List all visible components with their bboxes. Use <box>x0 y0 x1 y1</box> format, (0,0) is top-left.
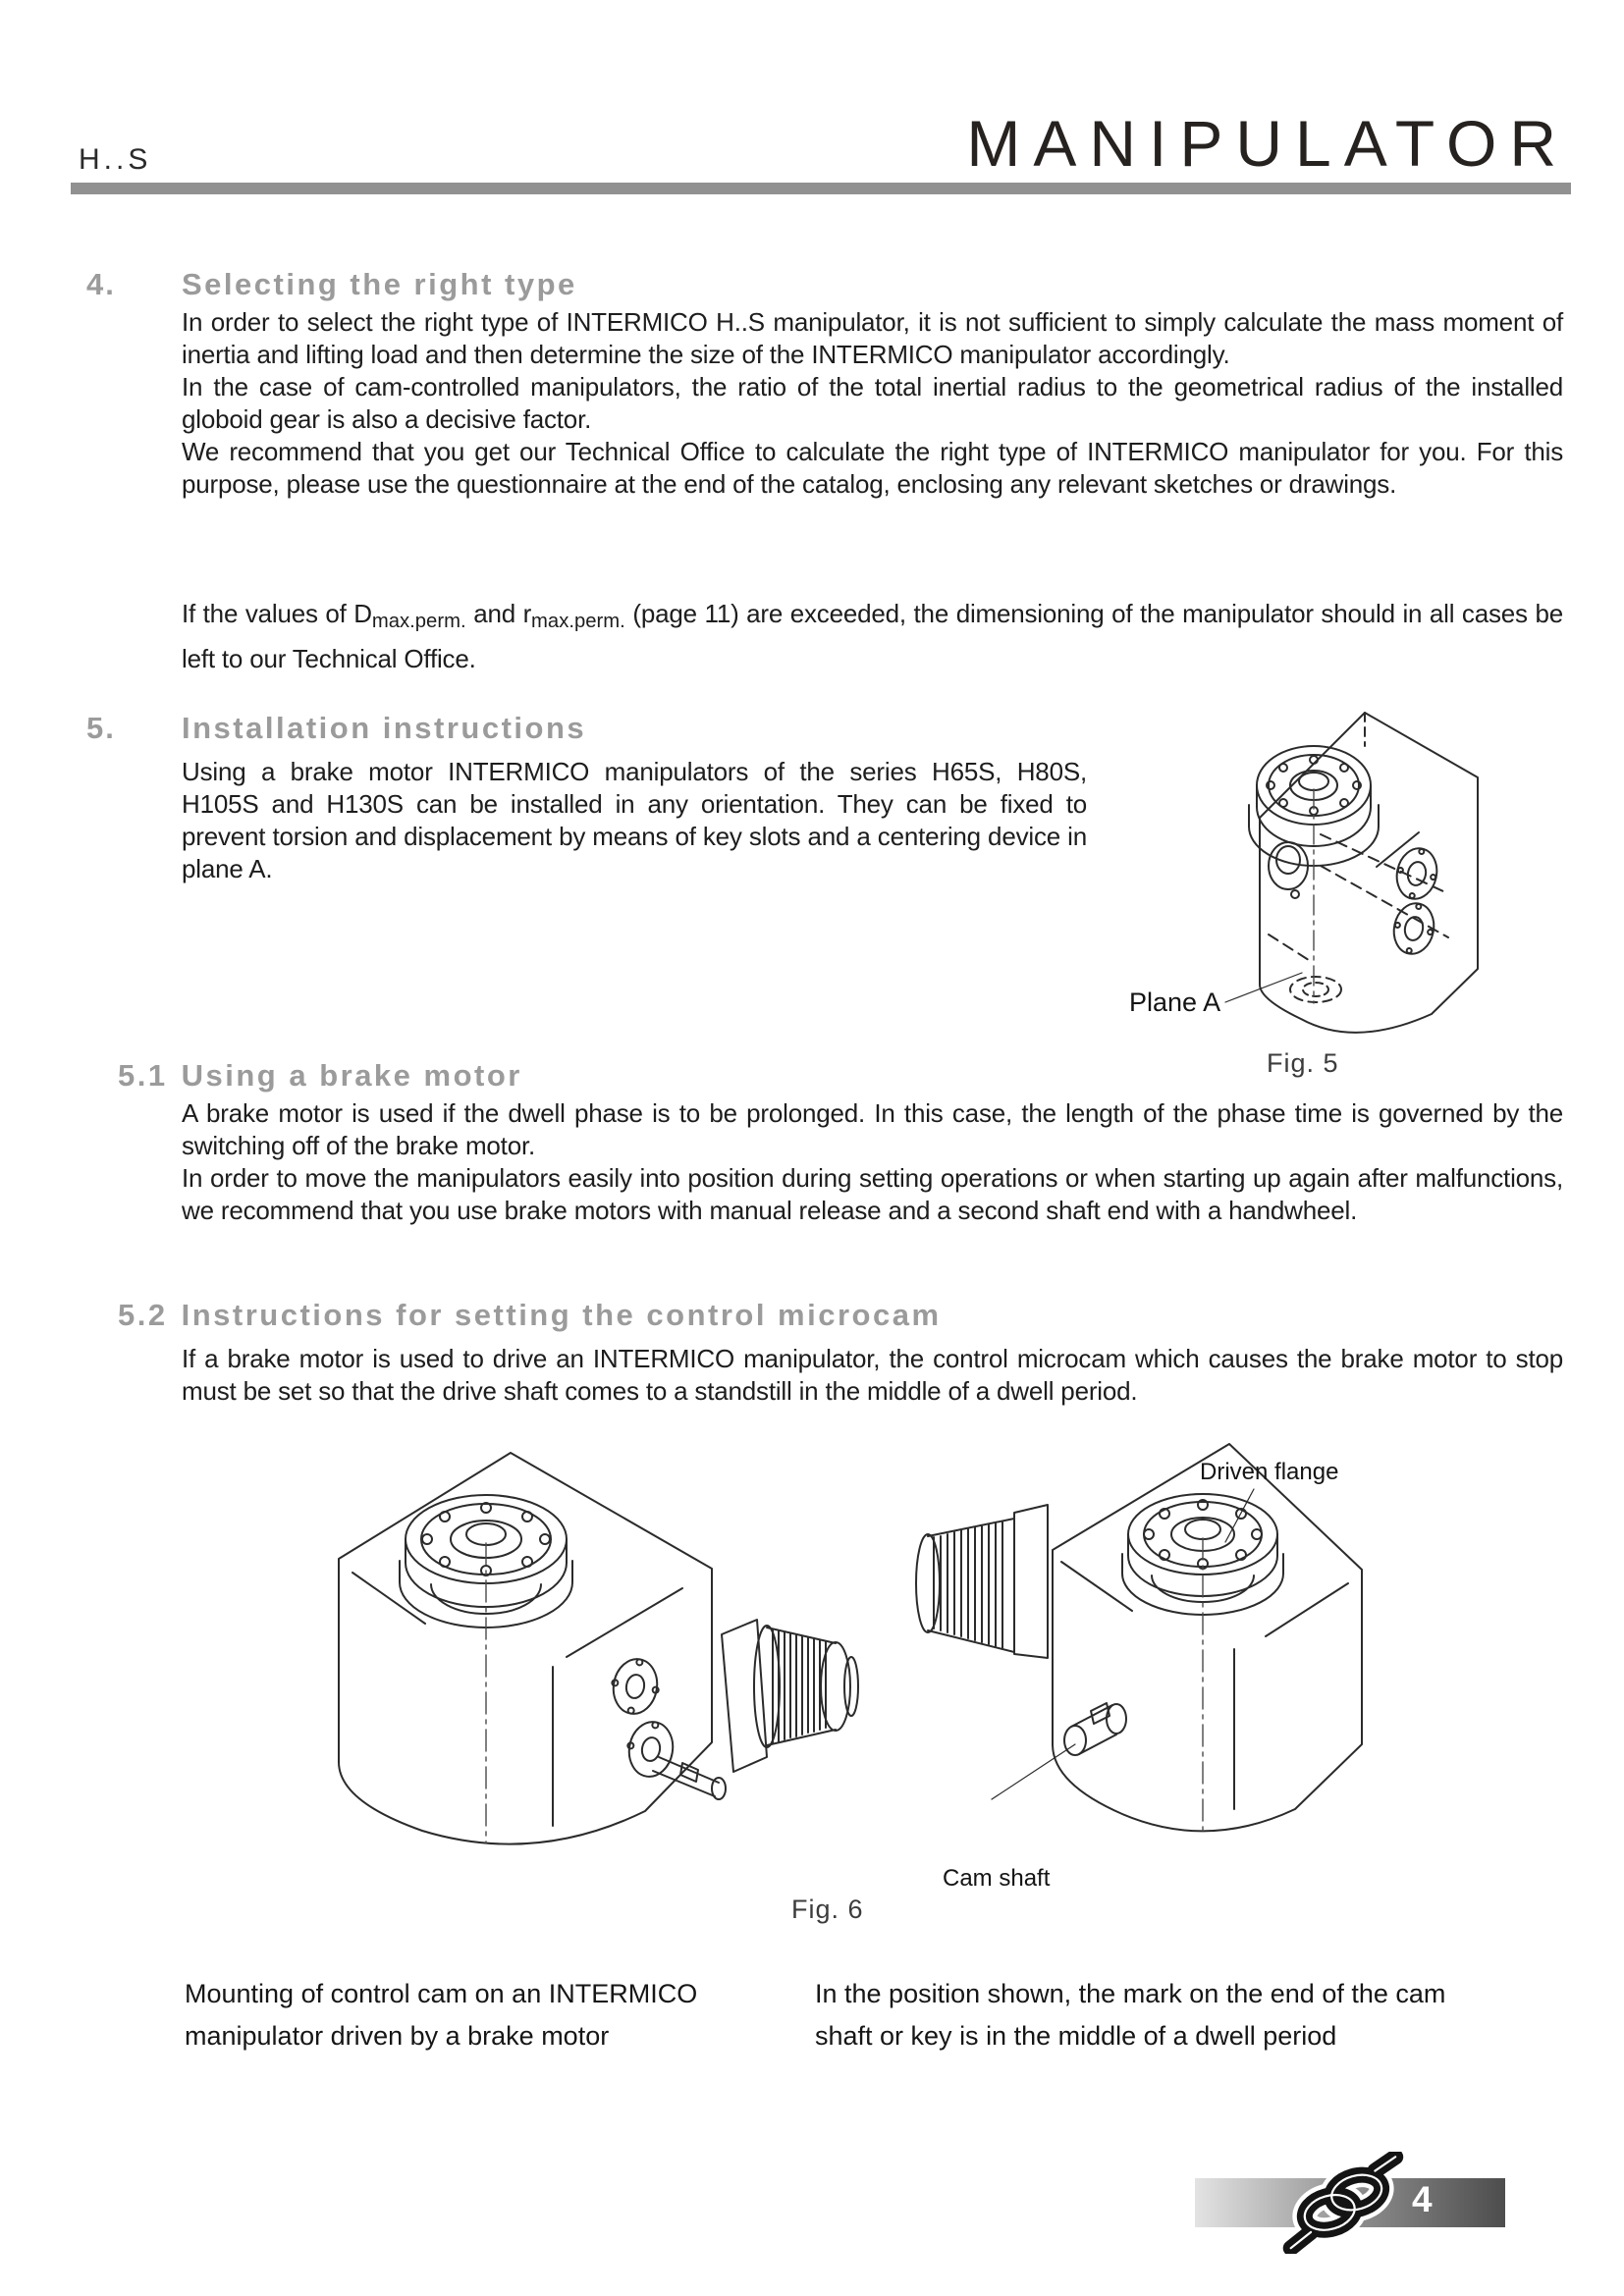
section-number: 5.1 <box>118 1058 168 1093</box>
fig6-left-drawing <box>191 1433 859 1875</box>
manipulator-with-brake-motor-drawing <box>191 1433 859 1875</box>
subscript-dmax: max.perm. <box>371 611 466 633</box>
fig5-caption-label: Fig. 5 <box>1267 1048 1339 1078</box>
formula-text: (page 11) are exceeded, the dimensioning of the manipulator should in all cases be left to our Technical Office. <box>182 599 1563 674</box>
section-5-2-body <box>182 1343 1563 1408</box>
intermico-knot-logo <box>1269 2152 1416 2254</box>
product-code: H..S <box>79 143 152 176</box>
section-title: Installation instructions <box>182 711 587 745</box>
paragraph: In order to move the manipulators easily into position during setting operations or when starting up again after malfunctions, we recommend that you use brake motors with manual release and a second shaft end with a handwheel. <box>182 1163 1563 1225</box>
section-number: 5.2 <box>118 1298 168 1332</box>
fig6-caption-right: In the position shown, the mark on the end of the cam shaft or key is in the middle of a dwell period <box>815 1979 1446 2051</box>
cam-shaft-label: Cam shaft <box>943 1865 1051 1892</box>
section-5-2-heading <box>118 1298 942 1333</box>
knot-logo-icon <box>1269 2152 1416 2254</box>
subscript-rmax: max.perm. <box>531 611 625 633</box>
driven-flange-label: Driven flange <box>1200 1459 1339 1485</box>
page-title: MANIPULATOR <box>966 107 1569 180</box>
section-number: 4. <box>86 267 116 301</box>
paragraph: A brake motor is used if the dwell phase is to be prolonged. In this case, the length of the phase time is governed by the switching off of the brake motor. <box>182 1098 1563 1160</box>
page-number: 4 <box>1412 2179 1433 2219</box>
paragraph: If a brake motor is used to drive an INTERMICO manipulator, the control microcam which causes the brake motor to stop must be set so that the drive shaft comes to a standstill in the middle of a dwell period. <box>182 1344 1563 1406</box>
paragraph: We recommend that you get our Technical Office to calculate the right type of INTERMICO manipulator for you. For this purpose, please use the questionnaire at the end of the catalog, enclosing any relevant sketches or drawings. <box>182 437 1563 499</box>
section-4-body <box>182 306 1563 501</box>
section-5-1-heading <box>118 1058 522 1094</box>
section-5-1-body <box>182 1097 1563 1227</box>
fig6-caption-left: Mounting of control cam on an INTERMICO manipulator driven by a brake motor <box>185 1979 698 2051</box>
section-title: Using a brake motor <box>181 1058 522 1093</box>
plane-a-label: Plane A <box>1129 988 1221 1017</box>
formula-text: If the values of D <box>182 599 372 628</box>
formula-paragraph <box>182 595 1563 677</box>
paragraph: In the case of cam-controlled manipulators, the ratio of the total inertial radius to the geometrical radius of the installed globoid gear is also a decisive factor. <box>182 372 1563 434</box>
section-number: 5. <box>86 711 116 745</box>
paragraph: Using a brake motor INTERMICO manipulators of the series H65S, H80S, H105S and H130S can be installed in any orientation. They can be fixed to prevent torsion and displacement by means of key slots and a centering device in plane A. <box>182 757 1087 883</box>
header-divider <box>71 183 1571 194</box>
paragraph: In order to select the right type of INTERMICO H..S manipulator, it is not sufficient to simply calculate the mass moment of inertia and lifting load and then determine the size of the INTERMICO manipulator accordingly. <box>182 307 1563 369</box>
formula-text: and r <box>465 599 532 628</box>
section-title: Instructions for setting the control microcam <box>181 1298 942 1332</box>
section-title: Selecting the right type <box>182 267 577 301</box>
fig6-caption-label: Fig. 6 <box>791 1895 864 1924</box>
section-5-body <box>182 756 1087 885</box>
section-4-heading <box>0 267 1624 306</box>
